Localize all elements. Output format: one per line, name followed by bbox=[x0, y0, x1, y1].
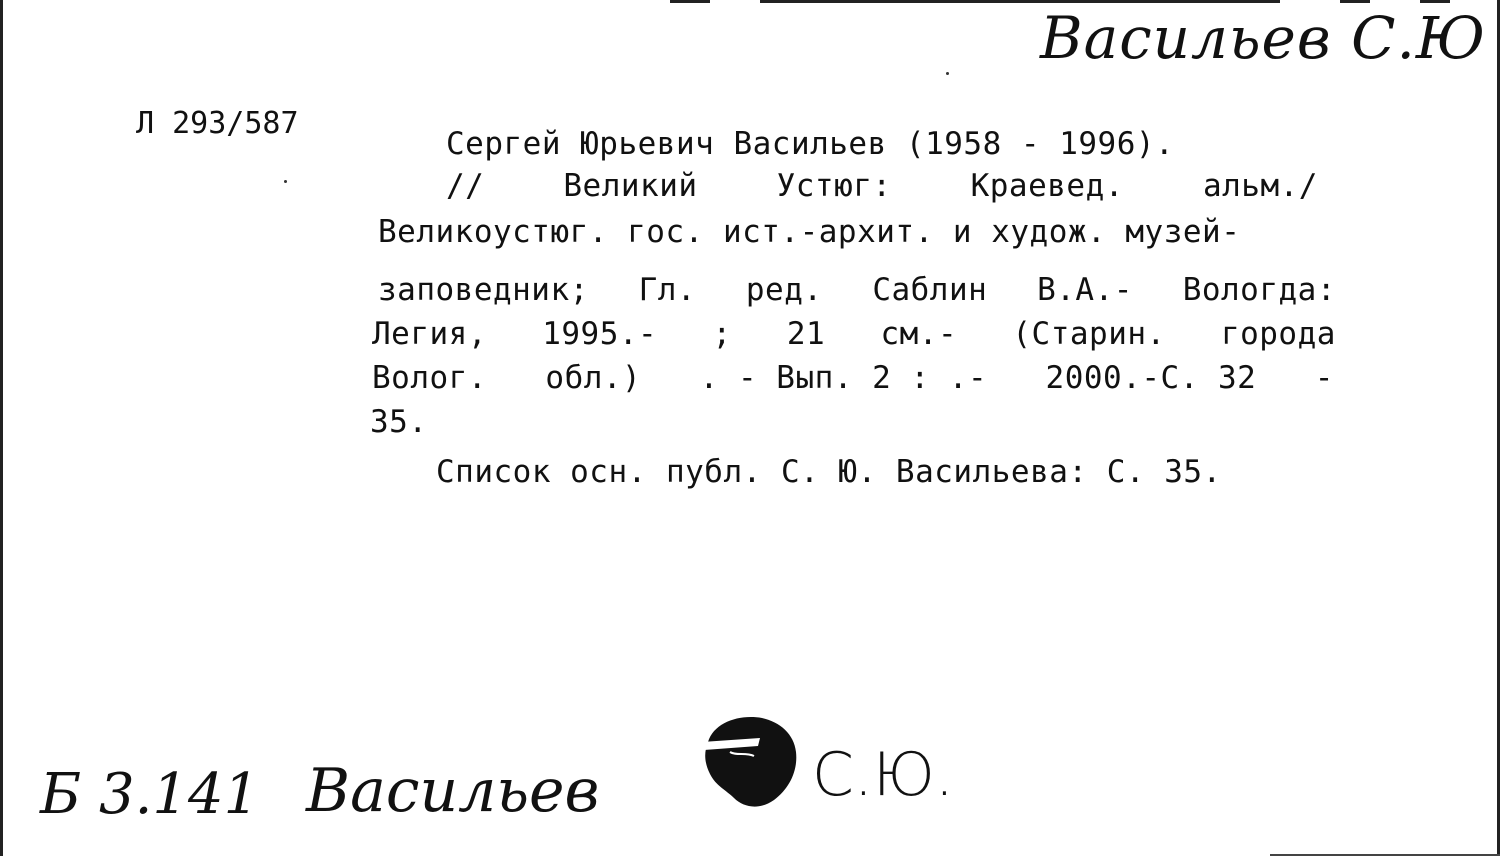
entry-word: города bbox=[1220, 316, 1336, 352]
entry-note: Список осн. публ. С. Ю. Васильева: С. 35. bbox=[436, 454, 1222, 490]
entry-source-line-2: Великоустюг. гос. ист.-архит. и худож. музей- bbox=[378, 214, 1241, 250]
card-left-edge bbox=[0, 0, 3, 856]
entry-word: . - Вып. 2 : .- bbox=[699, 360, 988, 396]
entry-word: 2000.-С. 32 bbox=[1045, 360, 1257, 396]
handwritten-call-number: Б 3.141 bbox=[40, 762, 260, 827]
entry-title-line: Сергей Юрьевич Васильев (1958 - 1996). bbox=[446, 126, 1175, 162]
entry-word: (Старин. bbox=[1012, 316, 1166, 352]
handwritten-name: Васильев bbox=[306, 756, 600, 826]
entry-word: Великий bbox=[563, 168, 698, 204]
entry-word: альм./ bbox=[1202, 168, 1318, 204]
entry-word: Вологда: bbox=[1182, 272, 1336, 308]
shelfmark: Л 293/587 bbox=[136, 106, 299, 141]
entry-word: Волог. bbox=[372, 360, 487, 396]
card-top-edge-fragment bbox=[1420, 0, 1450, 3]
entry-word: см.- bbox=[880, 316, 958, 352]
entry-word: Легия, bbox=[372, 316, 487, 352]
entry-word: // bbox=[446, 168, 485, 204]
entry-word: обл.) bbox=[545, 360, 642, 396]
card-top-edge-fragment bbox=[760, 0, 1280, 3]
speck bbox=[284, 180, 287, 183]
entry-word: ред. bbox=[745, 272, 823, 308]
entry-word: В.А.- bbox=[1037, 272, 1133, 308]
entry-word: ; bbox=[712, 316, 732, 352]
entry-source-line-1 bbox=[446, 168, 1318, 204]
entry-word: Краевед. bbox=[970, 168, 1124, 204]
entry-word: Саблин bbox=[872, 272, 988, 308]
entry-word: - bbox=[1314, 360, 1334, 396]
entry-source-line-5 bbox=[372, 360, 1334, 396]
card-right-edge bbox=[1497, 0, 1500, 856]
entry-word: заповедник; bbox=[378, 272, 589, 308]
card-top-edge-fragment bbox=[670, 0, 710, 3]
entry-source-line-3 bbox=[378, 272, 1336, 308]
entry-word: 1995.- bbox=[542, 316, 658, 352]
entry-word: 21 bbox=[786, 316, 826, 352]
entry-source-line-4 bbox=[372, 316, 1336, 352]
ink-blot-mark bbox=[700, 712, 800, 812]
entry-word: Гл. bbox=[638, 272, 697, 308]
card-top-edge-fragment bbox=[1340, 0, 1370, 3]
entry-word: Устюг: bbox=[776, 168, 892, 204]
entry-source-line-6: 35. bbox=[370, 404, 428, 440]
handwritten-initials: С.Ю. bbox=[812, 740, 954, 810]
speck bbox=[946, 72, 949, 75]
handwritten-author-heading: Васильев С.Ю bbox=[1040, 4, 1487, 72]
